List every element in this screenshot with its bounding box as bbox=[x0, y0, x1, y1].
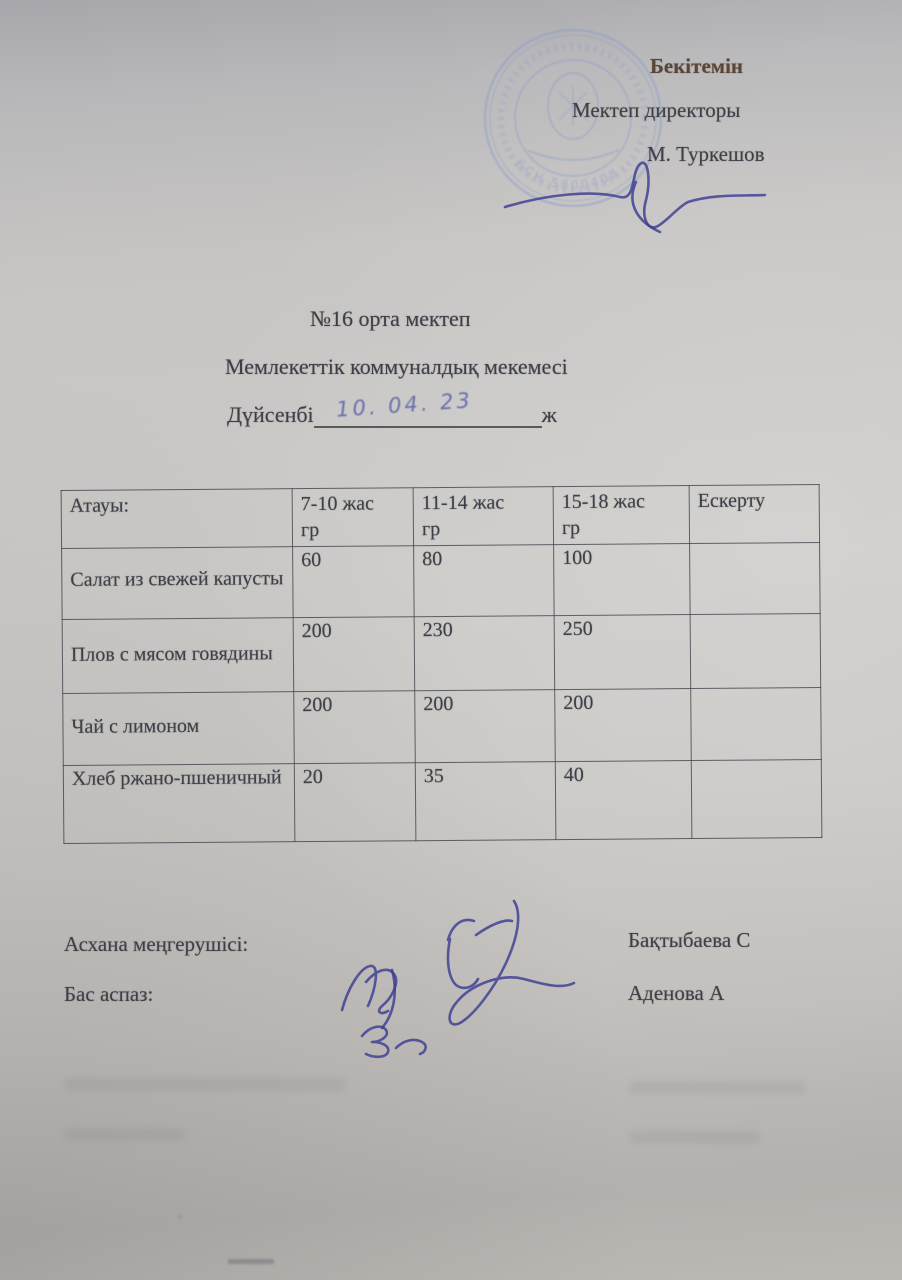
portion-value: 200 bbox=[293, 617, 415, 692]
school-title: №16 орта мектеп bbox=[310, 306, 471, 331]
approval-title: Бекітемін bbox=[650, 54, 744, 78]
paper-mark bbox=[228, 1259, 274, 1264]
director-role-label: Мектеп директоры bbox=[572, 98, 741, 122]
dish-name: Плов с мясом говядины bbox=[62, 618, 294, 694]
portion-value: 250 bbox=[554, 615, 691, 690]
portion-value: 200 bbox=[294, 691, 416, 764]
table-header-row bbox=[61, 485, 819, 549]
table-row bbox=[63, 760, 822, 844]
canteen-manager-label: Асхана меңгерушісі: bbox=[64, 932, 249, 956]
col-header-age-15-18: 15-18 жас гр bbox=[553, 486, 689, 545]
col-header-age-11-14: 11-14 жас гр bbox=[413, 487, 553, 546]
note-cell bbox=[690, 614, 821, 689]
bleed-through-smudge bbox=[630, 1081, 805, 1094]
dish-name: Салат из свежей капусты bbox=[62, 547, 294, 620]
paper-speck bbox=[178, 1215, 182, 1219]
menu-table bbox=[61, 484, 823, 844]
director-name: М. Туркешов bbox=[647, 142, 765, 166]
note-cell bbox=[691, 688, 822, 761]
head-cook-name: Аденова А bbox=[628, 981, 725, 1005]
col-header-age-7-10: 7-10 жас гр bbox=[292, 488, 413, 547]
note-cell bbox=[691, 760, 822, 839]
portion-value: 80 bbox=[414, 545, 555, 617]
portion-value: 20 bbox=[294, 763, 416, 842]
head-cook-label: Бас аспаз: bbox=[64, 982, 154, 1006]
portion-value: 100 bbox=[554, 544, 691, 616]
col-header-note: Ескерту bbox=[689, 485, 819, 544]
table-row bbox=[62, 614, 821, 694]
dish-name: Чай с лимоном bbox=[63, 692, 295, 766]
portion-value: 200 bbox=[555, 689, 692, 762]
portion-value: 60 bbox=[293, 546, 415, 618]
table-row bbox=[62, 543, 821, 620]
portion-value: 230 bbox=[414, 616, 555, 691]
bleed-through-smudge bbox=[630, 1131, 760, 1144]
handwritten-date: 10. 04. 23 bbox=[335, 388, 474, 422]
table-row bbox=[63, 688, 822, 766]
portion-value: 40 bbox=[555, 761, 692, 840]
dish-name: Хлеб ржано-пшеничный bbox=[63, 764, 295, 844]
year-suffix: ж bbox=[541, 402, 557, 427]
canteen-manager-name: Бақтыбаева С bbox=[628, 928, 751, 952]
portion-value: 35 bbox=[415, 762, 556, 841]
director-signature bbox=[488, 152, 788, 247]
col-header-name: Атауы: bbox=[61, 489, 292, 549]
note-cell bbox=[690, 543, 821, 615]
organization-title: Мемлекеттік коммуналдық мекемесі bbox=[225, 354, 568, 379]
portion-value: 200 bbox=[415, 690, 556, 763]
day-label: Дүйсенбі bbox=[227, 402, 314, 427]
bleed-through-smudge bbox=[65, 1128, 185, 1141]
stamp-bin-text: БСН 5800408 bbox=[512, 156, 623, 193]
cook-signature bbox=[318, 948, 458, 1068]
bleed-through-smudge bbox=[65, 1078, 345, 1091]
